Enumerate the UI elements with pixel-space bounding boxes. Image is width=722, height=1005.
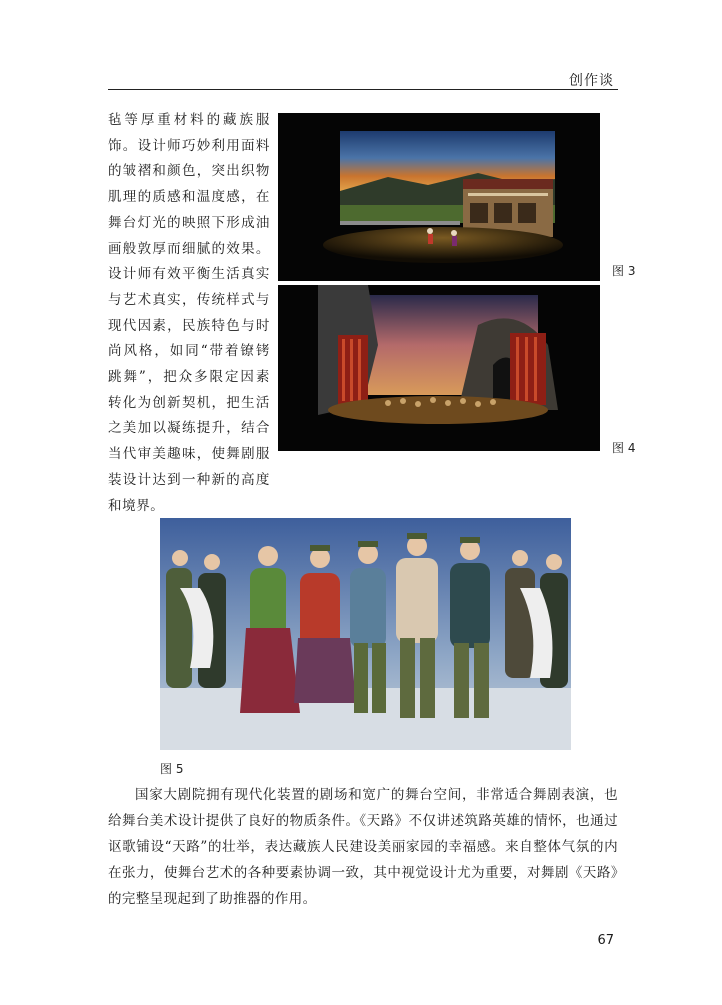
section-title: 创作谈 — [569, 73, 614, 89]
figure-5-caption: 图 5 — [160, 762, 184, 776]
page-number: 67 — [597, 933, 614, 948]
figure-4-stage-photo — [278, 285, 600, 451]
header-rule — [108, 89, 618, 90]
figure-3-caption: 图 3 — [612, 264, 636, 278]
left-column-text: 毡等厚重材料的藏族服饰。设计师巧妙利用面料的皱褶和颜色，突出织物肌理的质感和温度感，在舞台灯光的映照下形成油画般敦厚而细腻的效果。设计师有效平衡生活真实与艺术真实，传统样式与现代因素，民族特色与时尚风格，如同“带着镣铐跳舞”，把众多限定因素转化为创新契机，把生活之美加以凝练提升，结合当代审美趣味，使舞剧服装设计达到一种新的高度和境界。 — [108, 112, 270, 514]
figure-3-stage-photo — [278, 113, 600, 281]
figure-5-dancers-photo — [160, 518, 571, 750]
figure-4-caption: 图 4 — [612, 441, 636, 455]
body-paragraph: 国家大剧院拥有现代化装置的剧场和宽广的舞台空间，非常适合舞剧表演，也给舞台美术设计提供了良好的物质条件。《天路》不仅讲述筑路英雄的情怀，也通过讴歌铺设“天路”的壮举，表达藏族人民建设美丽家园的幸福感。来自整体气氛的内在张力，使舞台艺术的各种要素协调一致，其中视觉设计尤为重要，对舞剧《天路》的完整呈现起到了助推器的作用。 — [108, 787, 618, 907]
